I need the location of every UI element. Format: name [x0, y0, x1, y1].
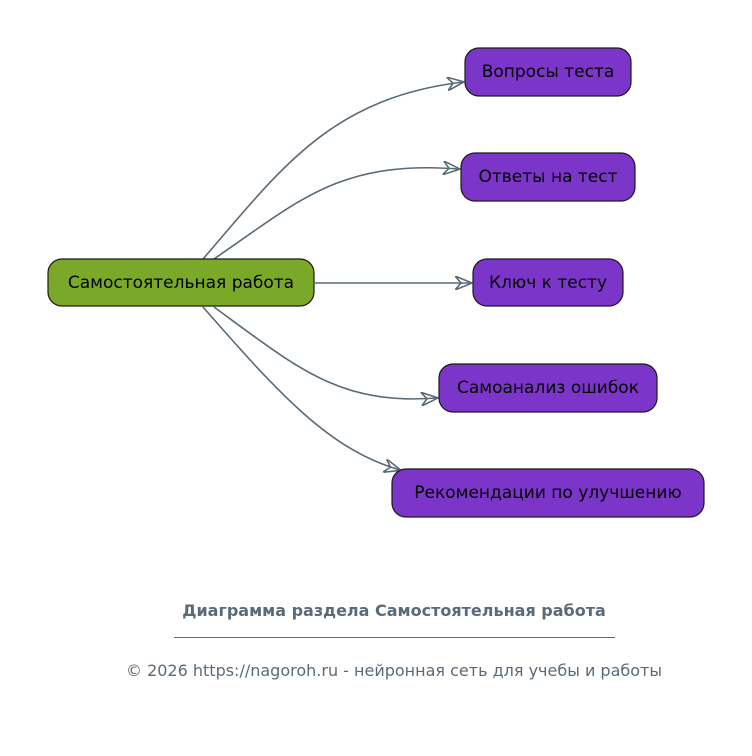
edge-root-to-child-1	[203, 82, 463, 259]
root-node	[48, 259, 314, 306]
child-node-label: Ответы на тест	[478, 167, 618, 187]
child-node-label: Ключ к тесту	[488, 273, 608, 293]
copyright-footer: © 2026 https://nagoroh.ru - нейронная сеть для учебы и работы	[125, 661, 662, 680]
edge-root-to-child-5	[203, 307, 400, 470]
edge-root-to-child-4	[214, 307, 437, 399]
child-node-label: Самоанализ ошибок	[457, 378, 639, 398]
child-node-4	[439, 364, 657, 412]
caption-divider	[174, 637, 615, 638]
child-node-5	[392, 469, 704, 517]
edge-root-to-child-2	[214, 168, 459, 259]
child-node-1	[465, 48, 631, 96]
diagram-caption-title: Диаграмма раздела Самостоятельная работа	[182, 601, 606, 620]
child-node-2	[461, 153, 635, 201]
child-node-label: Рекомендации по улучшению	[414, 483, 682, 503]
root-node-label: Самостоятельная работа	[67, 273, 295, 293]
child-node-label: Вопросы теста	[481, 62, 615, 82]
child-node-3	[473, 259, 623, 306]
